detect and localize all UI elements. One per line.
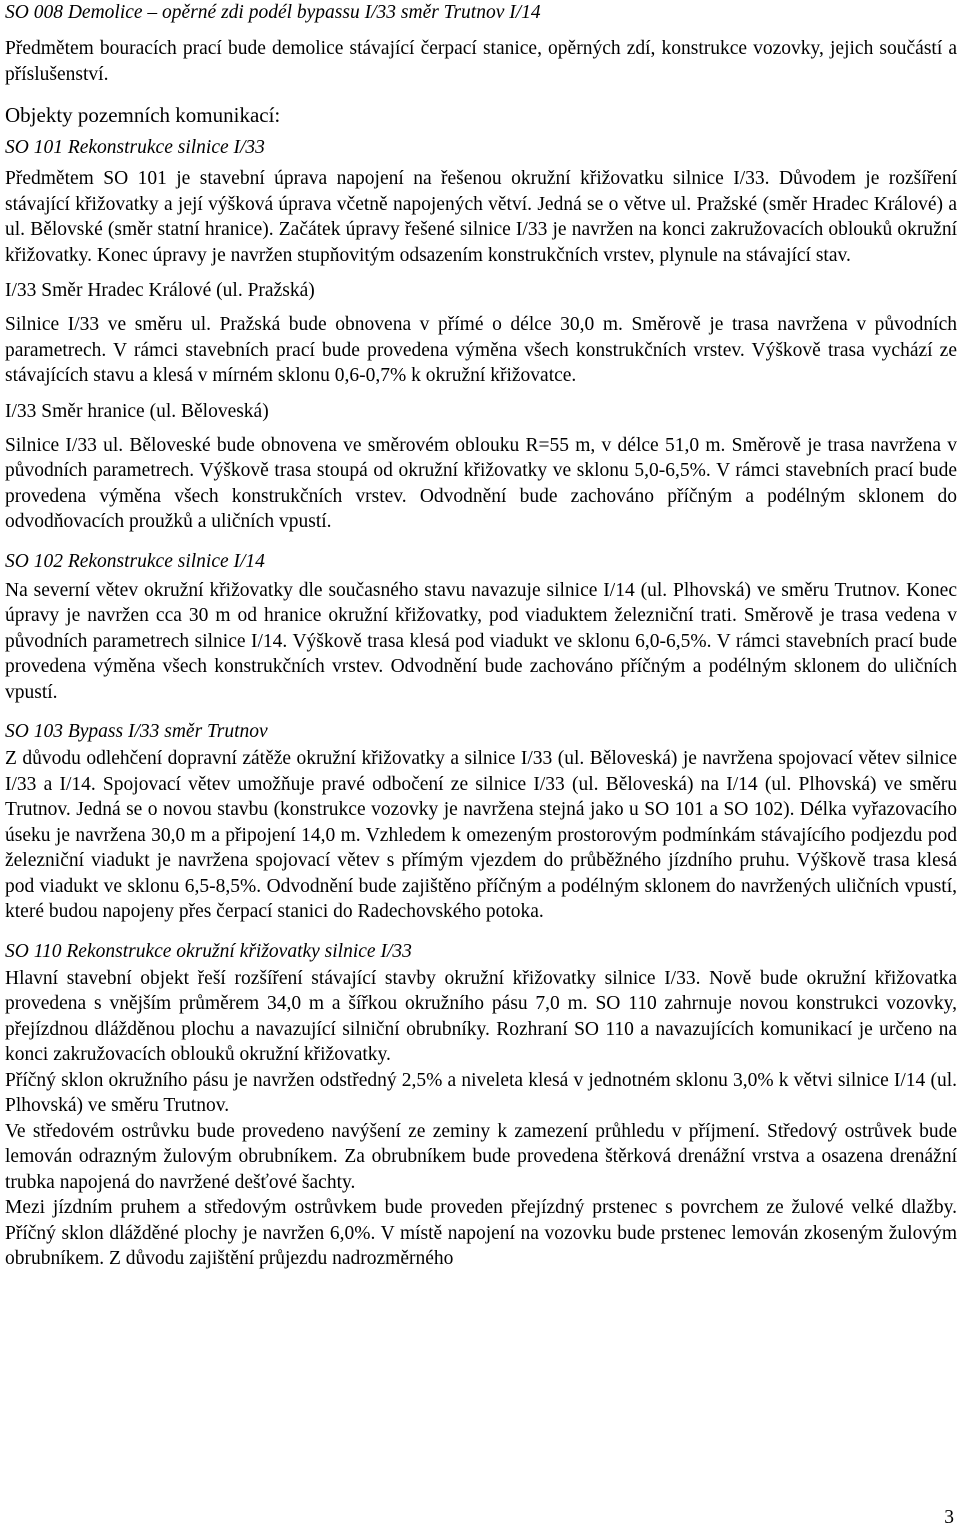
section-text-so110-p4: Mezi jízdním pruhem a středovým ostrůvkem bude proveden přejízdný prstenec s povrchem ze žulové velké dlažby. Příčný sklon dlážděné plochy je navržen 6,0%. V místě napojení na vozovku bude prstenec lemován zkoseným žulovým obrubníkem. Z důvodu zajištění průjezdu nadrozměrného: [5, 1197, 957, 1269]
section-text-so110-p3: Ve středovém ostrůvku bude provedeno navýšení ze zeminy k zamezení průhledu v příjmení. Středový ostrůvek bude lemován odrazným žulovým obrubníkem. Za obrubníkem bude provedena štěrková drenážní vrstva a osazena drenážní trubka napojená do navržené dešťové šachty.: [5, 1120, 957, 1193]
objects-heading: Objekty pozemních komunikací:: [5, 103, 281, 127]
section-title-so103: SO 103 Bypass I/33 směr Trutnov: [5, 721, 268, 742]
section-text-so008: Předmětem bouracích prací bude demolice stávající čerpací stanice, opěrných zdí, konstrukce vozovky, jejich součástí a příslušenství.: [5, 38, 957, 85]
section-title-so008: SO 008 Demolice – opěrné zdi podél bypassu I/33 směr Trutnov I/14: [5, 2, 541, 23]
page-number: 3: [944, 1507, 954, 1528]
section-text-so110-p1: Hlavní stavební objekt řeší rozšíření stávající stavby okružní křižovatky silnice I/33. Nově bude okružní křižovatka provedena s vnějším průměrem 34,0 m a šířkou okružního pásu 7,0 m. SO 110 zahrnuje novou konstrukci vozovky, přejízdnou dlážděnou plochu a navazující silniční obrubníky. Rozhraní SO 110 a navazujících komunikací je určeno na konci zakružovacích oblouků okružní křižovatky.: [5, 967, 957, 1065]
section-text-so110-p2: Příčný sklon okružního pásu je navržen odstředný 2,5% a niveleta klesá v jednotném sklonu 3,0% k větvi silnice I/14 (ul. Plhovská) ve směru Trutnov.: [5, 1069, 957, 1116]
document-page: [5, 0, 957, 1272]
section-title-so102: SO 102 Rekonstrukce silnice I/14: [5, 550, 265, 572]
subsection-title-hradec: I/33 Směr Hradec Králové (ul. Pražská): [5, 280, 315, 301]
section-text-so103: Z důvodu odlehčení dopravní zátěže okružní křižovatky a silnice I/33 (ul. Běloveská) je navržena spojovací větev silnice I/33 a I/14. Spojovací větev umožňuje pravé odbočení ze silnice I/33 (ul. Běloveská) na I/14 (ul. Plhovská) ve směru Trutnov. Jedná se o novou stavbu (konstrukce vozovky je navržena stejná jako u SO 101 a SO 102). Délka vyřazovacího úseku je navržena 30,0 m a připojení 14,0 m. Vzhledem k omezeným prostorovým podmínkám stávajícího podjezdu pod železniční viadukt je navržena spojovací větev s přímým vjezdem do průběžného jízdního pruhu. Výškově trasa klesá pod viadukt ve sklonu 6,5-8,5%. Odvodnění bude zajištěno příčným a podélným sklonem do navržených uličních vpustí, které budou napojeny přes čerpací stanici do Radechovského potoka.: [5, 748, 957, 922]
section-title-so110: SO 110 Rekonstrukce okružní křižovatky silnice I/33: [5, 940, 412, 962]
section-text-so101: Předmětem SO 101 je stavební úprava napojení na řešenou okružní křižovatku silnice I/33. Důvodem je rozšíření stávající křižovatky a její výšková úprava včetně napojených větví. Jedná se o větve ul. Pražské (směr Hradec Králové) a ul. Bělovské (směr statní hranice). Začátek úpravy řešené silnice I/33 je navržen na konci zakružovacích oblouků okružní křižovatky. Konec úpravy je navržen stupňovitým odsazením konstrukčních vrstev, plynule na stávající stav.: [5, 168, 957, 266]
subsection-title-hranice: I/33 Směr hranice (ul. Běloveská): [5, 400, 269, 422]
subsection-text-hranice: Silnice I/33 ul. Běloveské bude obnovena ve směrovém oblouku R=55 m, v délce 51,0 m. Směrově je trasa navržena v původních parametrech. Výškově trasa stoupá od okružní křižovatky ve sklonu 5,0-6,5%. V rámci stavebních prací bude provedena výměna všech konstrukčních vrstev. Odvodnění bude zachováno příčným a podélným sklonem do odvodňovacích proužků a uličních vpustí.: [5, 434, 957, 532]
section-title-so101: SO 101 Rekonstrukce silnice I/33: [5, 137, 265, 158]
subsection-text-hradec: Silnice I/33 ve směru ul. Pražská bude obnovena v přímé o délce 30,0 m. Směrově je trasa navržena v původních parametrech. V rámci stavebních prací bude provedena výměna všech konstrukčních vrstev. Výškově trasa vychází ze stávajících stavu a klesá v mírném sklonu 0,6-0,7% k okružní křižovatce.: [5, 314, 957, 386]
section-text-so102: Na severní větev okružní křižovatky dle současného stavu navazuje silnice I/14 (ul. Plhovská) ve směru Trutnov. Konec úpravy je navržen cca 30 m od hranice okružní křižovatky, pod viaduktem železniční trati. Směrově je trasa vedena v původních parametrech silnice I/14. Výškově trasa klesá pod viadukt ve sklonu 6,0-6,5%. V rámci stavebních prací bude provedena výměna všech konstrukčních vrstev. Odvodnění bude zachováno příčným a podélným sklonem do uličních vpustí.: [5, 579, 957, 703]
